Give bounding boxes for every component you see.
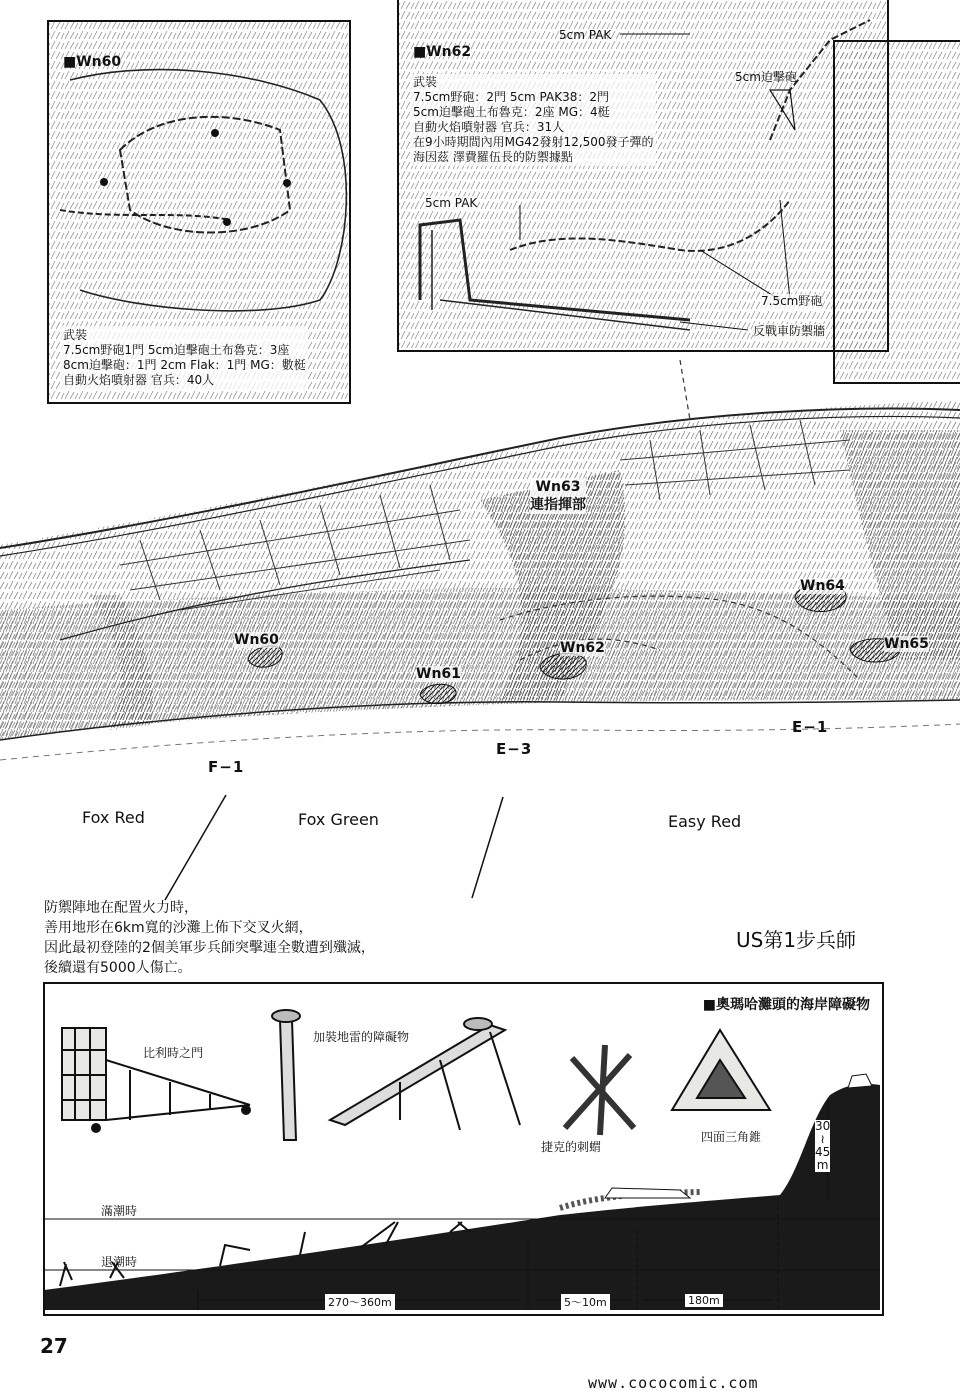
strongpoint-wn61: Wn61 <box>416 666 461 682</box>
armament-line: 自動火焰噴射器 官兵：31人 <box>413 120 565 134</box>
label-dist-2: 5～10m <box>561 1294 610 1310</box>
callout-anti-tank-ditch: 反戰車防禦牆 <box>753 324 826 338</box>
narrative-text <box>44 898 375 978</box>
division-label: US第1步兵師 <box>736 928 857 952</box>
label-high-tide: 滿潮時 <box>101 1204 138 1218</box>
strongpoint-wn64: Wn64 <box>800 578 845 594</box>
strongpoint-wn60: Wn60 <box>234 632 279 648</box>
callout-field-gun: 7.5cm野砲 <box>761 294 823 308</box>
wn60-title: ■Wn60 <box>63 54 122 70</box>
wn60-inset <box>47 20 351 404</box>
callout-pak-left: 5cm PAK <box>425 196 478 210</box>
armament-line: 5cm迫擊砲土布魯克：2座 MG：4梃 <box>413 105 610 119</box>
exit-f1: F−1 <box>208 758 245 776</box>
armament-line: 7.5cm野砲1門 5cm迫擊砲土布魯克：3座 <box>63 343 290 357</box>
hq-wn: Wn63 <box>535 479 581 495</box>
wn62-armament <box>411 74 656 166</box>
exit-e1: E−1 <box>792 718 829 736</box>
exit-e3: E−3 <box>496 740 533 758</box>
wn60-armament <box>61 326 308 390</box>
hq-label <box>530 478 586 514</box>
strongpoint-wn65: Wn65 <box>884 636 929 652</box>
obstacles-title: ■奧瑪哈灘頭的海岸障礙物 <box>702 997 870 1013</box>
wn62-inset <box>397 0 889 352</box>
armament-line: 自動火焰噴射器 官兵：40人 <box>63 373 215 387</box>
sector-fox-green: Fox Green <box>298 810 379 829</box>
label-bluff-height: 30 ≀ 45 m <box>815 1119 831 1172</box>
narrative-line: 後續還有5000人傷亡。 <box>44 960 192 976</box>
armament-line: 海因茲 澤費羅伍長的防禦據點 <box>413 150 573 164</box>
website-watermark: www.cococomic.com <box>588 1374 759 1392</box>
label-belgian-gate: 比利時之門 <box>143 1046 204 1060</box>
narrative-line: 防禦陣地在配置火力時， <box>44 900 198 916</box>
armament-line: 8cm迫擊砲：1門 2cm Flak：1門 MG：數梃 <box>63 358 306 372</box>
label-mined-stake: 加裝地雷的障礙物 <box>313 1030 410 1044</box>
label-dist-1: 270～360m <box>325 1294 395 1310</box>
label-czech-hedgehog: 捷克的刺蝟 <box>541 1140 602 1154</box>
callout-pak-top: 5cm PAK <box>559 28 612 42</box>
strongpoint-wn62: Wn62 <box>560 640 605 656</box>
obstacles-panel <box>43 982 884 1316</box>
page-number: 27 <box>40 1334 68 1358</box>
wn62-title: ■Wn62 <box>413 44 472 60</box>
narrative-line: 因此最初登陸的2個美軍步兵師突擊連全數遭到殲滅， <box>44 940 375 956</box>
label-dist-3: 180m <box>685 1294 723 1307</box>
hq-sub: 連指揮部 <box>530 497 586 513</box>
narrative-line: 善用地形在6km寬的沙灘上佈下交叉火網， <box>44 920 313 936</box>
sector-easy-red: Easy Red <box>668 812 742 831</box>
sector-fox-red: Fox Red <box>82 808 145 827</box>
callout-mortar: 5cm迫擊砲 <box>735 70 797 84</box>
armament-line: 武裝 <box>413 75 438 89</box>
wn64-inset-partial <box>833 40 960 384</box>
label-tetrahedron: 四面三角錐 <box>701 1130 762 1144</box>
armament-line: 在9小時期間內用MG42發射12,500發子彈的 <box>413 135 654 149</box>
label-low-tide: 退潮時 <box>101 1255 138 1269</box>
armament-line: 武裝 <box>63 328 88 342</box>
armament-line: 7.5cm野砲：2門 5cm PAK38：2門 <box>413 90 610 104</box>
